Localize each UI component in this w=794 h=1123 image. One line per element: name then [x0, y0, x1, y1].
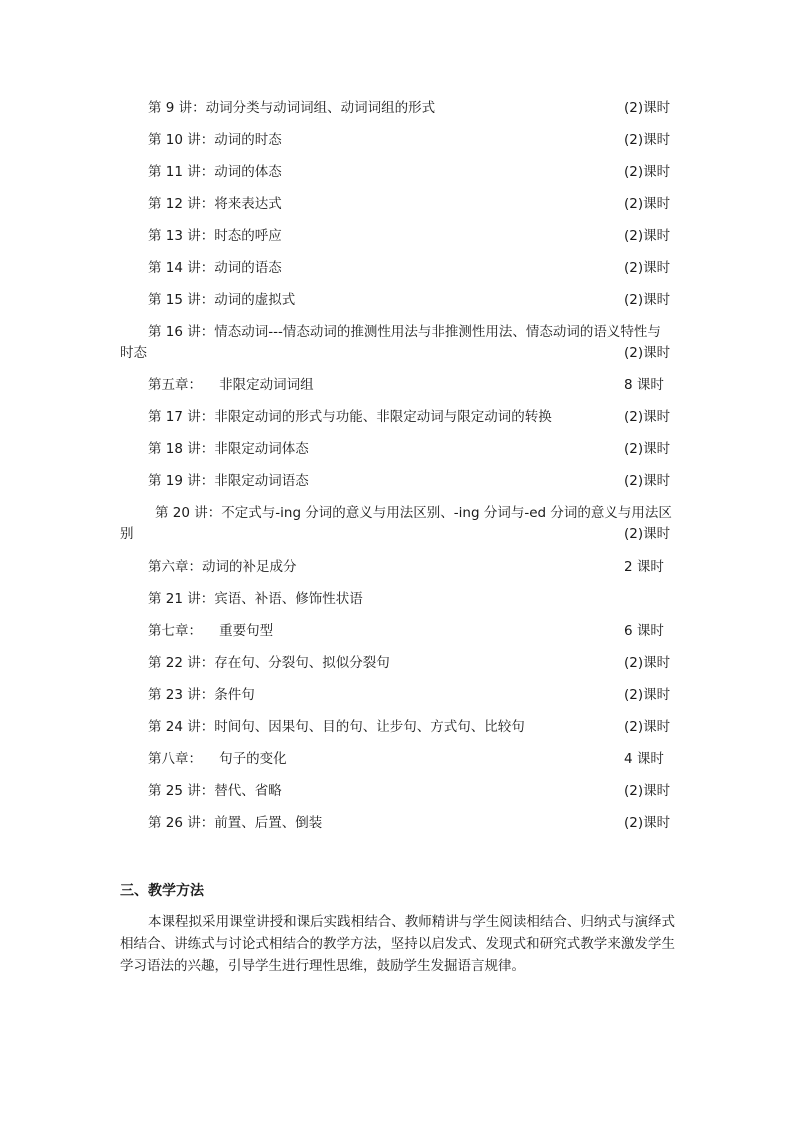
lecture-20-title-line2: 别: [120, 526, 134, 542]
lecture-20-hours: (2)课时: [624, 526, 671, 542]
lecture-12-title: 第 12 讲：将来表达式: [148, 196, 282, 212]
lecture-23-title: 第 23 讲：条件句: [148, 687, 255, 703]
lecture-11-hours: (2)课时: [624, 164, 671, 180]
lecture-12-hours: (2)课时: [624, 196, 671, 212]
chapter-7-hours: 6 课时: [624, 623, 664, 639]
lecture-16-title-line1: 第 16 讲：情态动词---情态动词的推测性用法与非推测性用法、情态动词的语义特性与: [148, 324, 661, 340]
lecture-11-title: 第 11 讲：动词的体态: [148, 164, 282, 180]
section-heading: 三、教学方法: [120, 883, 204, 899]
chapter-5-hours: 8 课时: [624, 377, 664, 393]
lecture-25-title: 第 25 讲：替代、省略: [148, 783, 282, 799]
chapter-6-hours: 2 课时: [624, 559, 664, 575]
lecture-26-title: 第 26 讲：前置、后置、倒装: [148, 815, 323, 831]
lecture-23-hours: (2)课时: [624, 687, 671, 703]
lecture-14-title: 第 14 讲：动词的语态: [148, 260, 282, 276]
lecture-18-title: 第 18 讲：非限定动词体态: [148, 441, 309, 457]
lecture-26-hours: (2)课时: [624, 815, 671, 831]
lecture-20-title-line1: 第 20 讲：不定式与-ing 分词的意义与用法区别、-ing 分词与-ed 分词的意义与用法区: [155, 505, 672, 521]
lecture-24-title: 第 24 讲：时间句、因果句、目的句、让步句、方式句、比较句: [148, 719, 525, 735]
lecture-13-title: 第 13 讲：时态的呼应: [148, 228, 282, 244]
chapter-5-title: 第五章： 非限定动词词组: [148, 377, 314, 393]
lecture-15-title: 第 15 讲：动词的虚拟式: [148, 292, 296, 308]
lecture-18-hours: (2)课时: [624, 441, 671, 457]
lecture-14-hours: (2)课时: [624, 260, 671, 276]
chapter-7-title: 第七章： 重要句型: [148, 623, 274, 639]
lecture-13-hours: (2)课时: [624, 228, 671, 244]
lecture-15-hours: (2)课时: [624, 292, 671, 308]
lecture-24-hours: (2)课时: [624, 719, 671, 735]
chapter-6-title: 第六章：动词的补足成分: [148, 559, 297, 575]
lecture-22-title: 第 22 讲：存在句、分裂句、拟似分裂句: [148, 655, 390, 671]
lecture-25-hours: (2)课时: [624, 783, 671, 799]
lecture-10-title: 第 10 讲：动词的时态: [148, 132, 282, 148]
lecture-22-hours: (2)课时: [624, 655, 671, 671]
lecture-19-hours: (2)课时: [624, 473, 671, 489]
lecture-17-hours: (2)课时: [624, 409, 671, 425]
section-paragraph: 本课程拟采用课堂讲授和课后实践相结合、教师精讲与学生阅读相结合、归纳式与演绎式相结合、讲练式与讨论式相结合的教学方法，坚持以启发式、发现式和研究式教学来激发学生学习语法的兴趣，引导学生进行理性思维，鼓励学生发掘语言规律。: [120, 914, 675, 974]
lecture-9-title: 第 9 讲：动词分类与动词词组、动词词组的形式: [148, 100, 436, 116]
lecture-21-title: 第 21 讲：宾语、补语、修饰性状语: [148, 591, 363, 607]
chapter-8-hours: 4 课时: [624, 751, 664, 767]
lecture-16-title-line2: 时态: [120, 345, 147, 361]
lecture-9-hours: (2)课时: [624, 100, 671, 116]
lecture-16-hours: (2)课时: [624, 345, 671, 361]
lecture-17-title: 第 17 讲：非限定动词的形式与功能、非限定动词与限定动词的转换: [148, 409, 552, 425]
lecture-19-title: 第 19 讲：非限定动词语态: [148, 473, 309, 489]
chapter-8-title: 第八章： 句子的变化: [148, 751, 287, 767]
lecture-10-hours: (2)课时: [624, 132, 671, 148]
